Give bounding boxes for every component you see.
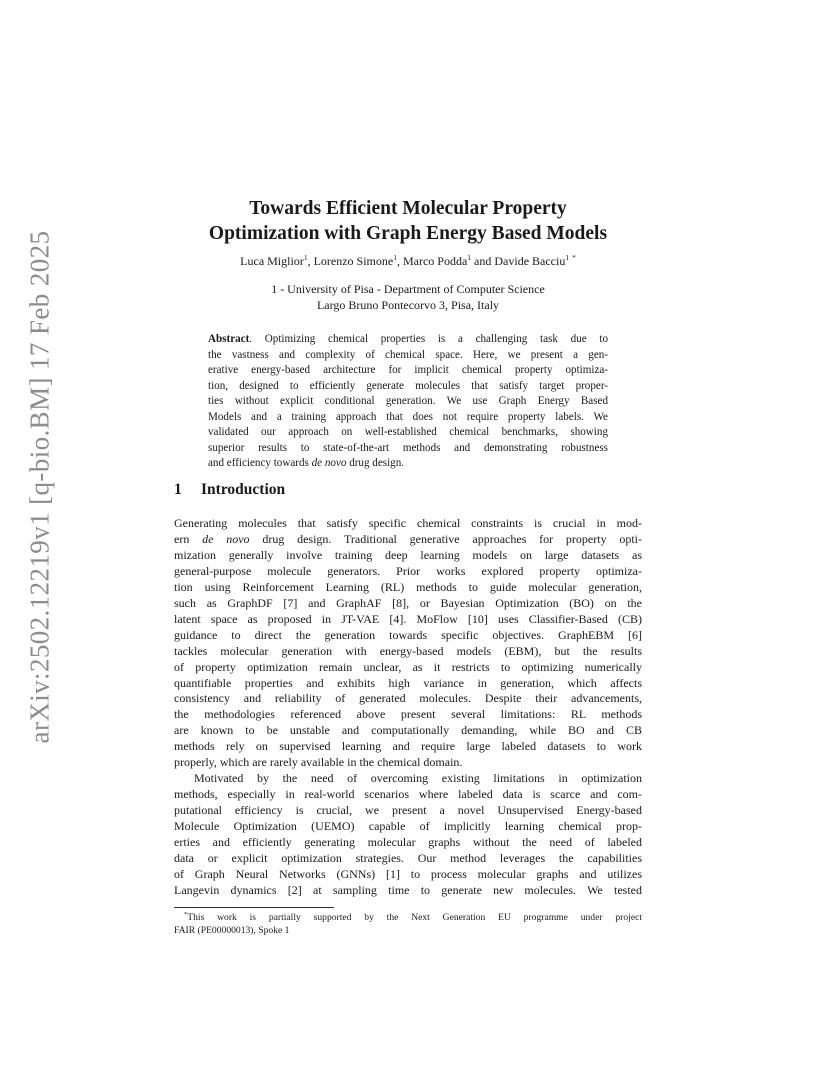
affiliation-mark: 1 (565, 253, 570, 262)
author-list (140, 254, 676, 269)
text-line: putational efficiency is crucial, we present a novel Unsupervised Energy-based (174, 803, 642, 818)
section-number: 1 (174, 481, 182, 498)
thanks-mark: * (572, 253, 576, 262)
affiliation-line: Largo Bruno Pontecorvo 3, Pisa, Italy (316, 297, 500, 312)
text-line: Generating molecules that satisfy specific chemical constraints is crucial in mod- (174, 516, 642, 530)
affiliation (140, 282, 676, 313)
abstract-line: tion, designed to efficiently generate molecules that satisfy target proper- (208, 379, 608, 392)
title-line: Optimization with Graph Energy Based Models (208, 223, 608, 244)
text-line: mization generally involve training deep learning models on large datasets as (174, 547, 642, 562)
abstract (208, 332, 608, 472)
abstract-line: superior results to state-of-the-art methods and demonstrating robustness (208, 441, 608, 454)
text-line: such as GraphDF [7] and GraphAF [8], or Bayesian Optimization (BO) on the (174, 595, 642, 610)
text-line: guidance to direct the generation towards specific objectives. GraphEBM [6] (174, 627, 642, 642)
footnote (174, 911, 642, 937)
text-line: methods, especially in real-world scenarios where labeled data is scarce and com- (174, 787, 642, 802)
footnote-line (174, 911, 642, 924)
text-line: of property optimization remain unclear, as it restricts to optimizing numerically (174, 659, 642, 674)
footnote-mark: * (184, 911, 188, 918)
abstract-line: and efficiency towards de novo drug design. (208, 457, 405, 469)
section-heading (174, 481, 285, 499)
affiliation-line: 1 - University of Pisa - Department of Computer Science (271, 282, 545, 296)
abstract-line: erative energy-based architecture for implicit chemical property optimiza- (208, 364, 608, 376)
abstract-line: validated our approach on well-established chemical benchmarks, showing (208, 426, 608, 438)
arxiv-identifier: arXiv:2502.12219v1 [q-bio.BM] 17 Feb 2025 (24, 230, 55, 744)
text-line: erties and efficiently generating molecular graphs without the need of labeled (174, 835, 642, 850)
author-name: Luca Miglior (240, 254, 304, 268)
text-line: ern de novo drug design. Traditional generative approaches for property opti- (174, 531, 643, 546)
author-name: Lorenzo Simone (313, 254, 394, 268)
abstract-line: the vastness and complexity of chemical space. Here, we present a gen- (208, 348, 608, 361)
footnote-rule (174, 907, 334, 908)
text-line: are known to be unstable and computationally demanding, while BO and CB (174, 723, 642, 738)
text-line: of Graph Neural Networks (GNNs) [1] to process molecular graphs and utilizes (174, 866, 642, 881)
abstract-text: . Optimizing chemical properties is a challenging task due to (249, 333, 608, 345)
footnote-text: This work is partially supported by the Next Generation EU programme under project (187, 912, 642, 923)
abstract-line: ties without explicit conditional generation. We use Graph Energy Based (208, 395, 608, 407)
author-separator: and (471, 254, 495, 268)
text-line: tackles molecular generation with energy-based models (EBM), but the results (174, 643, 642, 658)
text-line: tion using Reinforcement Learning (RL) methods to guide molecular generation, (174, 579, 642, 594)
text-line: quantifiable properties and exhibits high variance in generation, which affects (174, 675, 642, 690)
title-line: Towards Efficient Molecular Property (249, 198, 567, 219)
text-line: properly, which are rarely available in the chemical domain. (174, 755, 463, 770)
author-name: Marco Podda (402, 254, 468, 268)
affiliation-mark: 1 (303, 253, 308, 262)
body-text (174, 516, 642, 899)
paper-title (140, 196, 676, 246)
text-line: the methodologies referenced above present several limitations: RL methods (174, 707, 642, 722)
author-name: Davide Bacciu (494, 254, 566, 268)
text-line: consistency and reliability of generated molecules. Despite their advancements, (174, 691, 642, 706)
text-line: Langevin dynamics [2] at sampling time to generate new molecules. We tested (174, 882, 642, 897)
text-line: methods rely on supervised learning and require large labeled datasets to work (174, 739, 642, 754)
author-separator: , (396, 254, 403, 268)
paragraph (174, 516, 642, 771)
abstract-line: Models and a training approach that does not require property labels. We (208, 410, 608, 423)
footnote-line: FAIR (PE00000013), Spoke 1 (174, 925, 290, 936)
text-line: data or explicit optimization strategies. Our method leverages the capabilities (174, 851, 642, 866)
paragraph (174, 771, 642, 899)
text-line: latent space as proposed in JT-VAE [4]. MoFlow [10] uses Classifier-Based (CB) (174, 611, 642, 626)
abstract-heading: Abstract (208, 333, 250, 345)
affiliation-mark: 1 (393, 253, 397, 262)
text-line: Molecule Optimization (UEMO) capable of implicitly learning chemical prop- (174, 819, 642, 834)
abstract-line (208, 332, 608, 348)
text-line: general-purpose molecule generators. Prior works explored property optimiza- (174, 563, 642, 578)
text-line: Motivated by the need of overcoming existing limitations in optimization (194, 771, 642, 786)
section-title: Introduction (201, 481, 286, 498)
affiliation-mark: 1 (467, 253, 472, 262)
author-separator: , (307, 254, 314, 268)
